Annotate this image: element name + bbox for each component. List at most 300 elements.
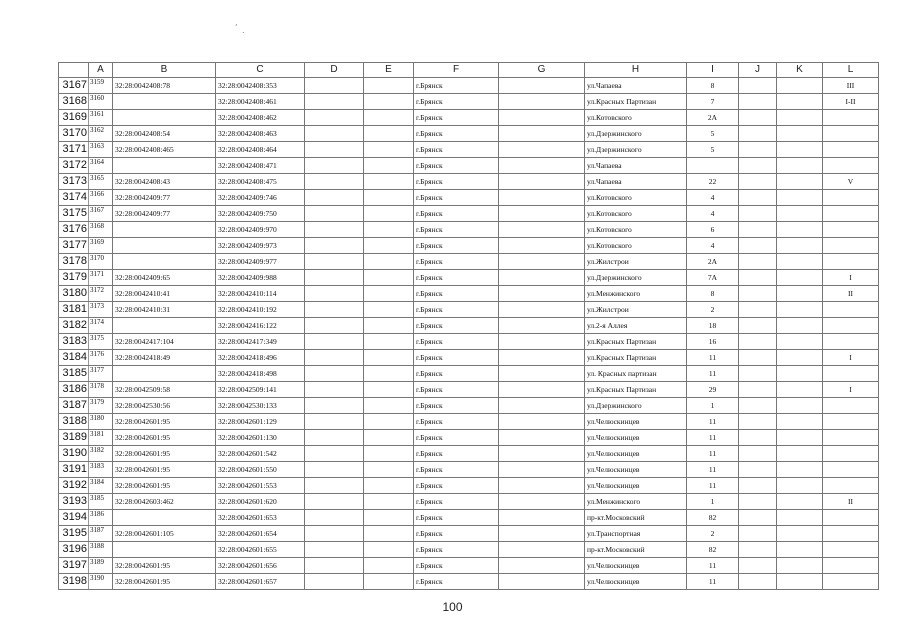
cell-e[interactable] [364,206,414,222]
cell-i[interactable]: 1 [687,494,739,510]
cell-c[interactable]: 32:28:0042409:988 [216,270,305,286]
cell-l[interactable] [823,158,879,174]
row-number[interactable]: 3187 [59,398,89,414]
row-number[interactable]: 3177 [59,238,89,254]
cell-a[interactable]: 3188 [89,542,113,558]
cell-l[interactable]: I-II [823,94,879,110]
cell-l[interactable] [823,302,879,318]
cell-k[interactable] [777,318,823,334]
cell-l[interactable] [823,110,879,126]
cell-f[interactable]: г.Брянск [414,94,499,110]
cell-k[interactable] [777,366,823,382]
cell-a[interactable]: 3170 [89,254,113,270]
cell-g[interactable] [499,494,585,510]
cell-j[interactable] [739,222,777,238]
cell-j[interactable] [739,350,777,366]
cell-d[interactable] [305,478,364,494]
cell-l[interactable]: I [823,382,879,398]
cell-h[interactable]: ул.Челюскинцев [585,430,687,446]
row-number[interactable]: 3184 [59,350,89,366]
cell-h[interactable]: ул. Красных партизан [585,366,687,382]
cell-b[interactable] [113,94,216,110]
cell-l[interactable] [823,142,879,158]
cell-k[interactable] [777,558,823,574]
cell-a[interactable]: 3176 [89,350,113,366]
cell-h[interactable]: ул.Челюскинцев [585,574,687,590]
cell-c[interactable]: 32:28:0042410:114 [216,286,305,302]
cell-g[interactable] [499,206,585,222]
cell-e[interactable] [364,174,414,190]
cell-a[interactable]: 3187 [89,526,113,542]
cell-c[interactable]: 32:28:0042417:349 [216,334,305,350]
cell-c[interactable]: 32:28:0042408:464 [216,142,305,158]
cell-a[interactable]: 3180 [89,414,113,430]
cell-c[interactable]: 32:28:0042601:550 [216,462,305,478]
cell-h[interactable]: ул.Красных Партизан [585,334,687,350]
cell-a[interactable]: 3164 [89,158,113,174]
cell-h[interactable]: ул.Красных Партизан [585,382,687,398]
row-number[interactable]: 3172 [59,158,89,174]
cell-e[interactable] [364,238,414,254]
cell-b[interactable]: 32:28:0042603:462 [113,494,216,510]
cell-h[interactable]: ул.Чапаева [585,174,687,190]
cell-e[interactable] [364,398,414,414]
cell-d[interactable] [305,398,364,414]
cell-k[interactable] [777,110,823,126]
cell-a[interactable]: 3189 [89,558,113,574]
cell-l[interactable] [823,542,879,558]
cell-j[interactable] [739,382,777,398]
cell-k[interactable] [777,238,823,254]
cell-a[interactable]: 3173 [89,302,113,318]
cell-h[interactable]: ул.Дзержинского [585,126,687,142]
cell-f[interactable]: г.Брянск [414,254,499,270]
cell-i[interactable]: 11 [687,430,739,446]
cell-l[interactable] [823,414,879,430]
cell-h[interactable]: ул.Челюскинцев [585,462,687,478]
cell-i[interactable]: 11 [687,414,739,430]
cell-d[interactable] [305,302,364,318]
cell-l[interactable]: III [823,78,879,94]
cell-e[interactable] [364,574,414,590]
cell-k[interactable] [777,78,823,94]
cell-j[interactable] [739,414,777,430]
cell-g[interactable] [499,270,585,286]
cell-k[interactable] [777,206,823,222]
cell-c[interactable]: 32:28:0042409:750 [216,206,305,222]
cell-h[interactable]: ул.Жилстрои [585,254,687,270]
cell-e[interactable] [364,558,414,574]
cell-e[interactable] [364,350,414,366]
cell-b[interactable]: 32:28:0042408:43 [113,174,216,190]
cell-d[interactable] [305,94,364,110]
cell-f[interactable]: г.Брянск [414,110,499,126]
cell-g[interactable] [499,462,585,478]
cell-b[interactable]: 32:28:0042601:95 [113,446,216,462]
cell-k[interactable] [777,414,823,430]
cell-b[interactable]: 32:28:0042601:105 [113,526,216,542]
cell-b[interactable]: 32:28:0042530:56 [113,398,216,414]
cell-g[interactable] [499,398,585,414]
cell-j[interactable] [739,366,777,382]
cell-a[interactable]: 3166 [89,190,113,206]
cell-j[interactable] [739,286,777,302]
cell-c[interactable]: 32:28:0042408:463 [216,126,305,142]
cell-h[interactable]: ул.Котовского [585,110,687,126]
cell-e[interactable] [364,526,414,542]
cell-j[interactable] [739,318,777,334]
cell-l[interactable]: I [823,270,879,286]
cell-k[interactable] [777,190,823,206]
cell-k[interactable] [777,446,823,462]
cell-f[interactable]: г.Брянск [414,206,499,222]
cell-l[interactable] [823,398,879,414]
cell-f[interactable]: г.Брянск [414,190,499,206]
cell-b[interactable] [113,510,216,526]
cell-h[interactable]: ул.Челюскинцев [585,558,687,574]
cell-d[interactable] [305,558,364,574]
row-number[interactable]: 3176 [59,222,89,238]
cell-j[interactable] [739,302,777,318]
cell-e[interactable] [364,446,414,462]
row-number[interactable]: 3171 [59,142,89,158]
cell-f[interactable]: г.Брянск [414,526,499,542]
row-number[interactable]: 3186 [59,382,89,398]
row-number[interactable]: 3178 [59,254,89,270]
row-number[interactable]: 3167 [59,78,89,94]
cell-k[interactable] [777,158,823,174]
cell-b[interactable]: 32:28:0042417:104 [113,334,216,350]
cell-a[interactable]: 3178 [89,382,113,398]
column-header-e[interactable]: E [364,63,414,78]
column-header-d[interactable]: D [305,63,364,78]
cell-d[interactable] [305,222,364,238]
cell-c[interactable]: 32:28:0042601:654 [216,526,305,542]
cell-f[interactable]: г.Брянск [414,430,499,446]
cell-d[interactable] [305,574,364,590]
cell-b[interactable]: 32:28:0042601:95 [113,462,216,478]
cell-l[interactable] [823,222,879,238]
cell-g[interactable] [499,334,585,350]
column-header-l[interactable]: L [823,63,879,78]
cell-d[interactable] [305,238,364,254]
cell-f[interactable]: г.Брянск [414,350,499,366]
cell-f[interactable]: г.Брянск [414,414,499,430]
cell-e[interactable] [364,494,414,510]
row-number[interactable]: 3189 [59,430,89,446]
cell-a[interactable]: 3167 [89,206,113,222]
cell-k[interactable] [777,494,823,510]
cell-b[interactable] [113,110,216,126]
cell-g[interactable] [499,302,585,318]
cell-k[interactable] [777,270,823,286]
cell-b[interactable] [113,366,216,382]
cell-f[interactable]: г.Брянск [414,222,499,238]
cell-h[interactable]: ул.Челюскинцев [585,478,687,494]
cell-g[interactable] [499,366,585,382]
cell-j[interactable] [739,126,777,142]
cell-h[interactable]: ул.Котовского [585,206,687,222]
cell-a[interactable]: 3169 [89,238,113,254]
cell-f[interactable]: г.Брянск [414,174,499,190]
cell-f[interactable]: г.Брянск [414,558,499,574]
cell-i[interactable]: 2А [687,110,739,126]
row-number[interactable]: 3168 [59,94,89,110]
cell-k[interactable] [777,382,823,398]
cell-c[interactable]: 32:28:0042601:657 [216,574,305,590]
cell-f[interactable]: г.Брянск [414,286,499,302]
cell-b[interactable] [113,238,216,254]
cell-f[interactable]: г.Брянск [414,78,499,94]
cell-k[interactable] [777,510,823,526]
cell-i[interactable]: 11 [687,574,739,590]
cell-g[interactable] [499,350,585,366]
cell-f[interactable]: г.Брянск [414,494,499,510]
cell-f[interactable]: г.Брянск [414,158,499,174]
cell-h[interactable]: ул.Транспортная [585,526,687,542]
cell-g[interactable] [499,558,585,574]
cell-d[interactable] [305,542,364,558]
cell-e[interactable] [364,382,414,398]
cell-l[interactable] [823,318,879,334]
cell-i[interactable]: 16 [687,334,739,350]
cell-f[interactable]: г.Брянск [414,542,499,558]
cell-i[interactable]: 2А [687,254,739,270]
cell-d[interactable] [305,366,364,382]
cell-c[interactable]: 32:28:0042409:746 [216,190,305,206]
cell-j[interactable] [739,398,777,414]
cell-c[interactable]: 32:28:0042418:498 [216,366,305,382]
row-number[interactable]: 3170 [59,126,89,142]
row-number[interactable]: 3190 [59,446,89,462]
cell-j[interactable] [739,478,777,494]
cell-k[interactable] [777,526,823,542]
row-number[interactable]: 3197 [59,558,89,574]
cell-i[interactable]: 4 [687,206,739,222]
cell-j[interactable] [739,462,777,478]
cell-f[interactable]: г.Брянск [414,318,499,334]
cell-b[interactable]: 32:28:0042601:95 [113,430,216,446]
cell-a[interactable]: 3159 [89,78,113,94]
cell-h[interactable]: ул.Дзержинского [585,142,687,158]
cell-i[interactable]: 6 [687,222,739,238]
cell-g[interactable] [499,382,585,398]
cell-i[interactable]: 2 [687,302,739,318]
cell-b[interactable]: 32:28:0042410:41 [113,286,216,302]
cell-d[interactable] [305,254,364,270]
cell-d[interactable] [305,446,364,462]
cell-j[interactable] [739,510,777,526]
cell-k[interactable] [777,94,823,110]
cell-g[interactable] [499,94,585,110]
row-number[interactable]: 3198 [59,574,89,590]
cell-f[interactable]: г.Брянск [414,574,499,590]
cell-e[interactable] [364,126,414,142]
cell-e[interactable] [364,510,414,526]
cell-e[interactable] [364,334,414,350]
cell-j[interactable] [739,526,777,542]
cell-a[interactable]: 3177 [89,366,113,382]
cell-f[interactable]: г.Брянск [414,126,499,142]
cell-g[interactable] [499,510,585,526]
row-number[interactable]: 3185 [59,366,89,382]
cell-f[interactable]: г.Брянск [414,302,499,318]
cell-i[interactable]: 82 [687,510,739,526]
cell-g[interactable] [499,542,585,558]
cell-j[interactable] [739,158,777,174]
cell-h[interactable]: ул.Жилстрои [585,302,687,318]
cell-i[interactable]: 8 [687,286,739,302]
cell-l[interactable]: II [823,494,879,510]
cell-b[interactable]: 32:28:0042408:54 [113,126,216,142]
row-number[interactable]: 3194 [59,510,89,526]
row-number[interactable]: 3179 [59,270,89,286]
cell-k[interactable] [777,574,823,590]
cell-i[interactable]: 22 [687,174,739,190]
column-header-c[interactable]: C [216,63,305,78]
corner-cell[interactable] [59,63,89,78]
cell-k[interactable] [777,430,823,446]
cell-d[interactable] [305,158,364,174]
cell-c[interactable]: 32:28:0042409:970 [216,222,305,238]
cell-b[interactable]: 32:28:0042410:31 [113,302,216,318]
cell-a[interactable]: 3160 [89,94,113,110]
row-number[interactable]: 3173 [59,174,89,190]
cell-h[interactable]: ул.Менжинского [585,286,687,302]
cell-d[interactable] [305,174,364,190]
cell-i[interactable]: 11 [687,478,739,494]
cell-h[interactable]: ул.Красных Партизан [585,350,687,366]
cell-c[interactable]: 32:28:0042410:192 [216,302,305,318]
cell-k[interactable] [777,462,823,478]
cell-a[interactable]: 3175 [89,334,113,350]
cell-g[interactable] [499,286,585,302]
cell-j[interactable] [739,142,777,158]
column-header-a[interactable]: A [89,63,113,78]
cell-b[interactable]: 32:28:0042409:77 [113,190,216,206]
column-header-b[interactable]: B [113,63,216,78]
cell-j[interactable] [739,190,777,206]
cell-a[interactable]: 3183 [89,462,113,478]
cell-g[interactable] [499,158,585,174]
cell-g[interactable] [499,526,585,542]
cell-j[interactable] [739,334,777,350]
cell-c[interactable]: 32:28:0042601:620 [216,494,305,510]
cell-a[interactable]: 3179 [89,398,113,414]
cell-h[interactable]: ул.Дзержинского [585,270,687,286]
cell-d[interactable] [305,526,364,542]
row-number[interactable]: 3169 [59,110,89,126]
cell-b[interactable]: 32:28:0042509:58 [113,382,216,398]
cell-j[interactable] [739,238,777,254]
cell-c[interactable]: 32:28:0042408:471 [216,158,305,174]
cell-h[interactable]: ул.Котовского [585,222,687,238]
cell-g[interactable] [499,222,585,238]
cell-i[interactable]: 11 [687,462,739,478]
cell-b[interactable]: 32:28:0042601:95 [113,478,216,494]
cell-f[interactable]: г.Брянск [414,398,499,414]
cell-j[interactable] [739,574,777,590]
cell-e[interactable] [364,542,414,558]
cell-d[interactable] [305,350,364,366]
cell-i[interactable]: 82 [687,542,739,558]
cell-k[interactable] [777,398,823,414]
cell-e[interactable] [364,366,414,382]
cell-i[interactable]: 5 [687,126,739,142]
cell-k[interactable] [777,254,823,270]
cell-b[interactable]: 32:28:0042408:78 [113,78,216,94]
cell-f[interactable]: г.Брянск [414,334,499,350]
cell-i[interactable]: 4 [687,238,739,254]
cell-a[interactable]: 3162 [89,126,113,142]
cell-d[interactable] [305,142,364,158]
cell-h[interactable]: пр-кт.Московский [585,510,687,526]
cell-b[interactable] [113,222,216,238]
cell-b[interactable]: 32:28:0042408:465 [113,142,216,158]
column-header-g[interactable]: G [499,63,585,78]
cell-i[interactable]: 18 [687,318,739,334]
cell-b[interactable]: 32:28:0042409:77 [113,206,216,222]
cell-i[interactable]: 11 [687,558,739,574]
cell-h[interactable]: ул.Менжинского [585,494,687,510]
column-header-j[interactable]: J [739,63,777,78]
column-header-f[interactable]: F [414,63,499,78]
cell-l[interactable] [823,462,879,478]
cell-a[interactable]: 3161 [89,110,113,126]
cell-l[interactable] [823,446,879,462]
cell-k[interactable] [777,478,823,494]
cell-a[interactable]: 3185 [89,494,113,510]
cell-g[interactable] [499,190,585,206]
cell-l[interactable] [823,366,879,382]
row-number[interactable]: 3196 [59,542,89,558]
cell-g[interactable] [499,478,585,494]
cell-c[interactable]: 32:28:0042409:973 [216,238,305,254]
cell-l[interactable]: I [823,350,879,366]
cell-e[interactable] [364,190,414,206]
row-number[interactable]: 3174 [59,190,89,206]
column-header-i[interactable]: I [687,63,739,78]
cell-a[interactable]: 3165 [89,174,113,190]
cell-c[interactable]: 32:28:0042601:655 [216,542,305,558]
cell-c[interactable]: 32:28:0042409:977 [216,254,305,270]
cell-d[interactable] [305,270,364,286]
cell-a[interactable]: 3163 [89,142,113,158]
row-number[interactable]: 3188 [59,414,89,430]
cell-b[interactable] [113,542,216,558]
cell-g[interactable] [499,574,585,590]
row-number[interactable]: 3192 [59,478,89,494]
cell-i[interactable] [687,158,739,174]
cell-e[interactable] [364,430,414,446]
cell-a[interactable]: 3186 [89,510,113,526]
cell-h[interactable]: ул.Дзержинского [585,398,687,414]
cell-l[interactable] [823,254,879,270]
cell-d[interactable] [305,510,364,526]
cell-h[interactable]: ул.Челюскинцев [585,414,687,430]
cell-h[interactable]: ул.Красных Партизан [585,94,687,110]
cell-f[interactable]: г.Брянск [414,238,499,254]
cell-d[interactable] [305,206,364,222]
cell-c[interactable]: 32:28:0042601:130 [216,430,305,446]
cell-g[interactable] [499,110,585,126]
cell-b[interactable] [113,318,216,334]
cell-b[interactable] [113,158,216,174]
cell-e[interactable] [364,302,414,318]
row-number[interactable]: 3181 [59,302,89,318]
cell-c[interactable]: 32:28:0042416:122 [216,318,305,334]
row-number[interactable]: 3182 [59,318,89,334]
